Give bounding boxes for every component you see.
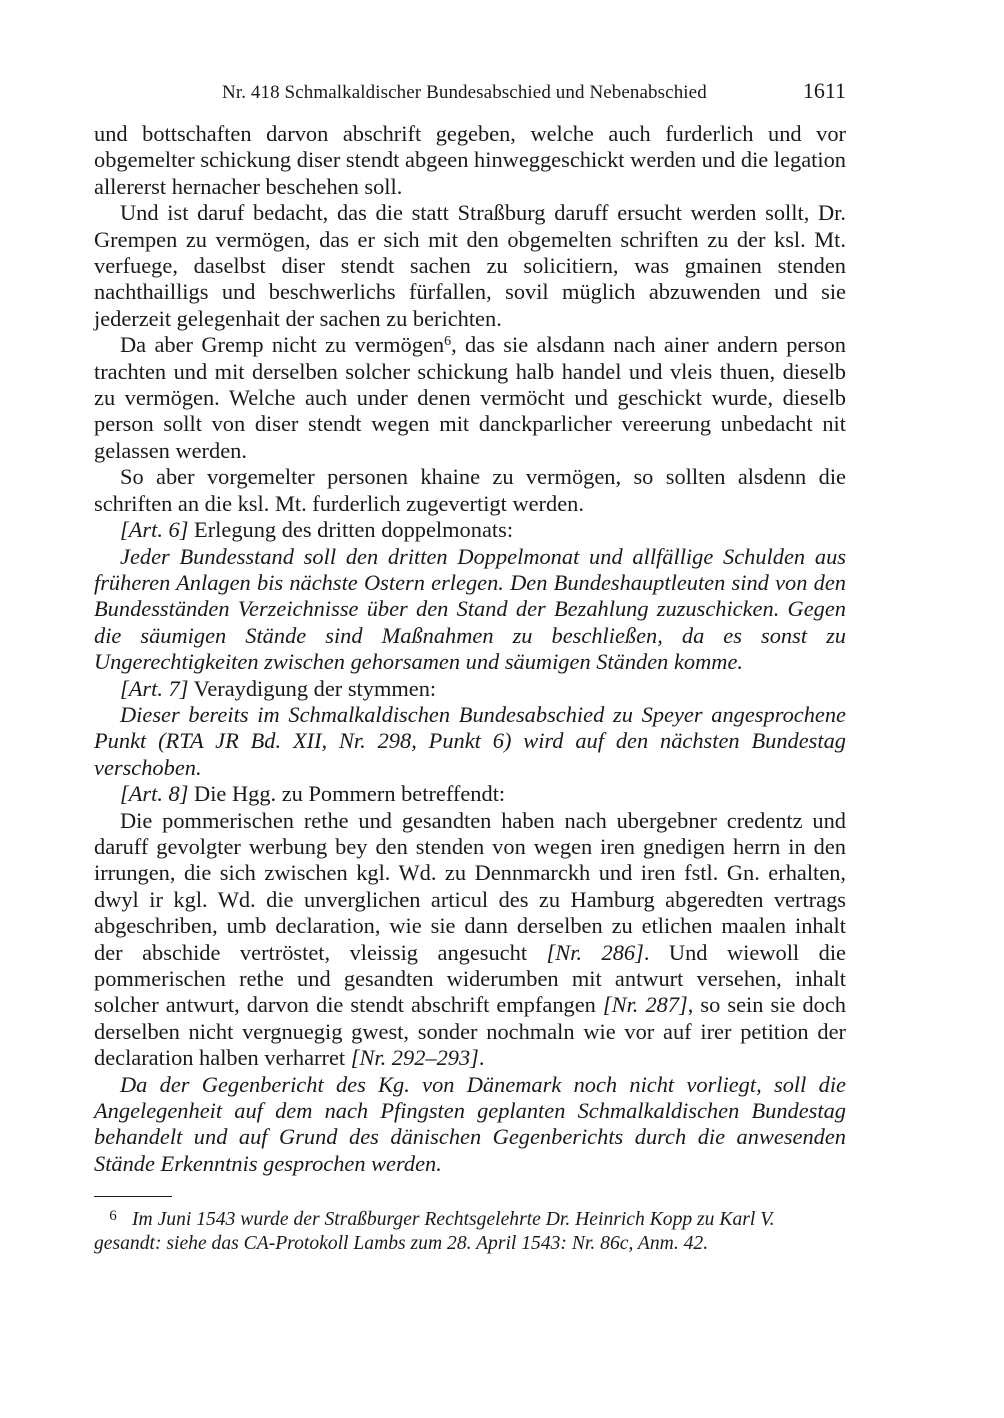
- editorial-summary: Dieser bereits im Schmalkaldischen Bundesabschied zu Speyer angesprochene Punkt (RTA JR Bd. XII, Nr. 298, Punkt 6) wird auf den nächsten Bundestag verschoben.: [94, 701, 846, 780]
- article-heading: [94, 676, 846, 702]
- document-reference: [Nr. 292–293]: [350, 1045, 479, 1071]
- text-run: , das sie alsdann nach ainer andern person trachten und mit derselben solcher schickung halb handel und vleis thuen, dieselb zu vermögen. Welche auch under denen vermöcht und geschickt wurde, dieselb person sollt von diser stendt wegen mit danckparlicher vereerung unbedacht nit gelassen werden.: [94, 332, 847, 463]
- footnote-reference: 6: [444, 334, 452, 350]
- paragraph: Und ist daruf bedacht, das die statt Straßburg daruff ersucht werden sollt, Dr. Grempen zu vermögen, das er sich mit den obgemelten schriften zu der ksl. Mt. verfuege, daselbst diser stendt sachen zu solicitiern, was gmainen stenden nachthailligs und beschwerlichs fürfallen, sovil müglich abzuwenden und sie jederzeit gelegenhait der sachen zu berichten.: [94, 200, 846, 331]
- footnote-number: 6: [109, 1208, 117, 1224]
- article-heading: [94, 781, 846, 807]
- article-label: [Art. 8]: [120, 781, 189, 807]
- text-run: .: [478, 1045, 485, 1071]
- editorial-summary: Da der Gegenbericht des Kg. von Dänemark noch nicht vorliegt, soll die Angelegenheit auf dem nach Pfingsten geplanten Schmalkaldischen Bundestag behandelt und auf Grund des dänischen Gegenberichts durch die anwesenden Stände Erkenntnis gesprochen werden.: [94, 1071, 846, 1176]
- article-title: Veraydigung der stymmen:: [188, 675, 437, 701]
- footnote: [94, 1204, 846, 1256]
- main-text: [94, 121, 846, 1177]
- editorial-summary: Jeder Bundesstand soll den dritten Doppelmonat und allfällige Schulden aus früheren Anlagen bis nächste Ostern erlegen. Den Bundeshauptleuten sind von den Bundesständen Verzeichnisse über den Stand der Bezahlung zuzuschicken. Gegen die säumigen Stände sind Maßnahmen zu beschließen, da es sonst zu Ungerechtigkeiten zwischen gehorsamen und säumigen Ständen komme.: [94, 543, 846, 675]
- text-run: . Und wiewoll die pommerischen rethe und gesandten widerumben mit antwurt versehen, inhalt solcher antwurt, darvon die stendt abschrift empfangen: [94, 939, 846, 1018]
- text-run: Die pommerischen rethe und gesandten haben nach ubergebner credentz und daruff gevolgter werbung bey den stenden von wegen iren gnedigen herrn in den irrungen, die sich zwischen kgl. Wd. zu Dennmarckh und iren fstl. Gn. erhalten, dwyl ir kgl. Wd. die unverglichen articul des zu Hamburg abgeredten vertrags abgeschriben, umb declaration, wie sie dann derselben zu etlichen maalen inhalt der abschide vertröstet, vleissig angesucht: [94, 807, 846, 965]
- text-run: , so sein sie doch derselben nicht vergnuegig gwest, sonder nochmaln wie vor auf irer petition der declaration halben verharret: [94, 992, 846, 1071]
- article-heading: [94, 517, 846, 543]
- article-title: Die Hgg. zu Pommern betreffendt:: [188, 781, 506, 807]
- paragraph: So aber vorgemelter personen khaine zu vermögen, so sollten alsdenn die schriften an die ksl. Mt. furderlich zugevertigt werden.: [94, 464, 846, 516]
- article-label: [Art. 7]: [120, 675, 189, 701]
- paragraph: [94, 808, 846, 1072]
- paragraph: und bottschaften darvon abschrift gegeben, welche auch furderlich und vor obgemelter schickung diser stendt abgeen hinweggeschickt werden und die legation allererst hernacher beschehen soll.: [94, 121, 846, 199]
- footnote-text: Im Juni 1543 wurde der Straßburger Rechtsgelehrte Dr. Heinrich Kopp zu Karl V. gesandt: siehe das CA-Protokoll Lambs zum 28. April 1543: Nr. 86c, Anm. 42.: [94, 1209, 775, 1254]
- footnote-rule: [94, 1196, 172, 1197]
- running-header: [94, 78, 846, 108]
- header-title: Nr. 418 Schmalkaldischer Bundesabschied und Nebenabschied: [222, 82, 707, 103]
- article-label: [Art. 6]: [120, 517, 189, 543]
- article-title: Erlegung des dritten doppelmonats:: [188, 517, 514, 543]
- text-run: Da aber Gremp nicht zu vermögen: [120, 332, 445, 358]
- paragraph: [94, 332, 846, 464]
- page-number: 1611: [802, 78, 846, 103]
- document-reference: [Nr. 286]: [546, 939, 644, 965]
- document-reference: [Nr. 287]: [602, 992, 688, 1018]
